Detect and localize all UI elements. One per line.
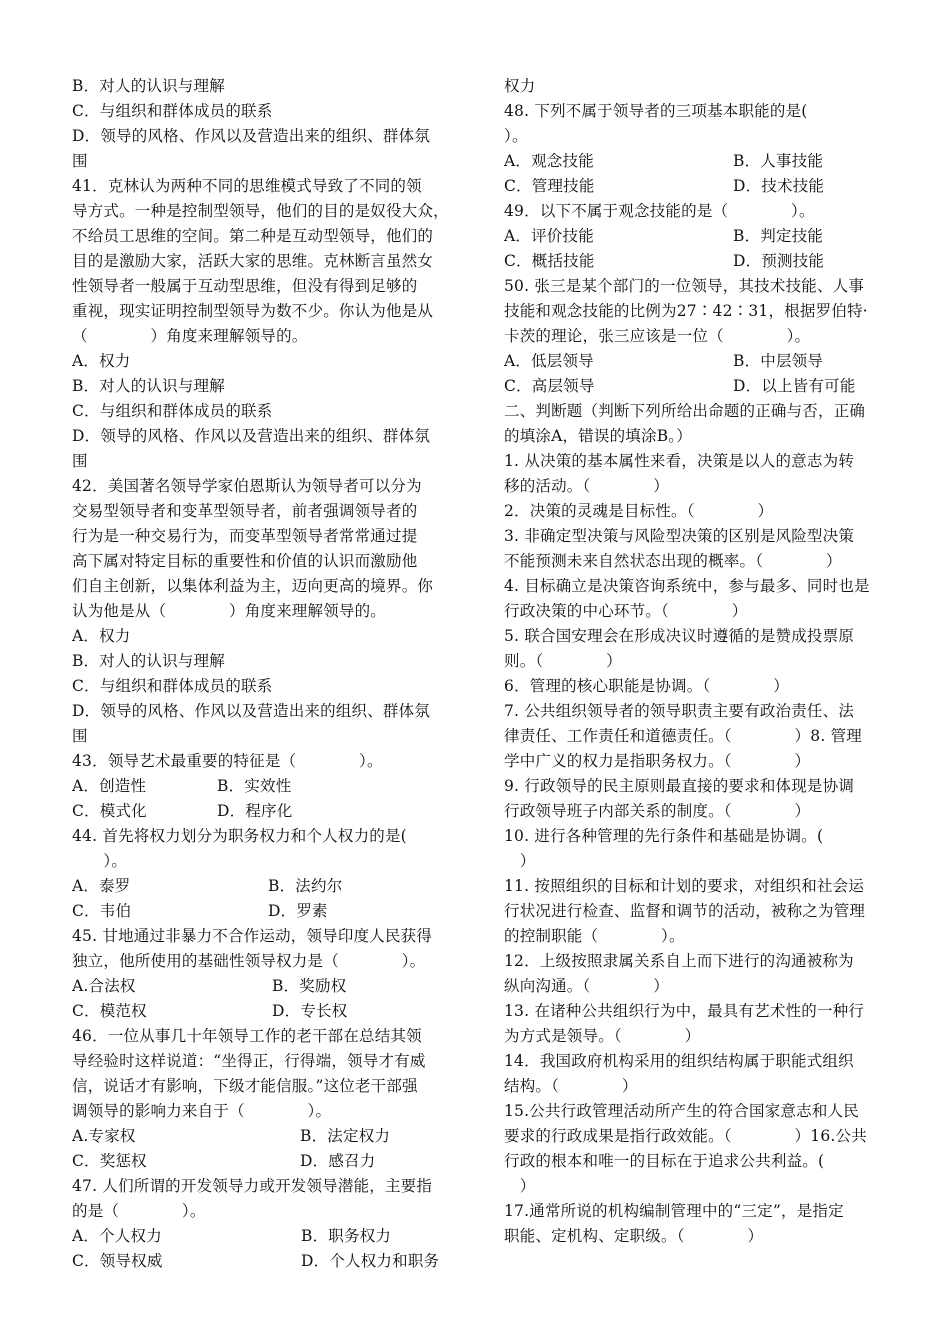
option-item: C．高层领导 xyxy=(504,377,595,395)
text-line: 不能预测未来自然状态出现的概率。（ ） xyxy=(504,552,842,570)
text-line: C．与组织和群体成员的联系 xyxy=(72,402,273,420)
question-line: 的是（ ）。 xyxy=(72,1202,206,1220)
text-line: 15.公共行政管理活动所产生的符合国家意志和人民 xyxy=(504,1102,859,1120)
option-item: B．中层领导 xyxy=(733,352,824,370)
text-line: 不给员工思维的空间。第二种是互动型领导，他们的 xyxy=(72,227,434,245)
right-column xyxy=(504,74,880,1249)
text-line: 行政决策的中心环节。（ ） xyxy=(504,602,748,620)
question-line: ）。 xyxy=(72,852,128,870)
text-line: 43．领导艺术最重要的特征是（ ）。 xyxy=(72,752,383,770)
left-column xyxy=(72,74,456,1274)
option-row xyxy=(72,899,456,924)
option-item: C．模式化 xyxy=(72,802,147,820)
option-item: D．罗素 xyxy=(268,902,328,920)
option-item: C．管理技能 xyxy=(504,177,595,195)
text-line: 行为是一种交易行为，而变革型领导者常常通过提 xyxy=(72,527,418,545)
option-row xyxy=(72,974,456,999)
option-item: D．专长权 xyxy=(272,1002,348,1020)
text-line: 们自主创新，以集体利益为主，迈向更高的境界。你 xyxy=(72,577,434,595)
option-row xyxy=(72,799,456,824)
option-item: D．个人权力和职务 xyxy=(301,1252,440,1270)
text-line: 导方式。一种是控制型领导，他们的目的是奴役大众， xyxy=(72,202,449,220)
option-item: C．领导权威 xyxy=(72,1252,163,1270)
option-row xyxy=(504,249,880,274)
text-line: 行政领导班子内部关系的制度。（ ） xyxy=(504,802,811,820)
question-line: 卡茨的理论，张三应该是一位（ ）。 xyxy=(504,327,811,345)
option-item: B．职务权力 xyxy=(301,1227,392,1245)
text-line: 律责任、工作责任和道德责任。（ ）8. 管理 xyxy=(504,727,862,745)
question-line: 导经验时这样说道：“坐得正，行得端，领导才有威 xyxy=(72,1052,426,1070)
text-line: 10. 进行各种管理的先行条件和基础是协调。( xyxy=(504,827,824,845)
option-item: D．程序化 xyxy=(217,802,293,820)
option-item: B．法约尔 xyxy=(268,877,343,895)
option-item: A．泰罗 xyxy=(72,877,131,895)
question-line: 调领导的影响力来自于（ ）。 xyxy=(72,1102,332,1120)
text-line: 48. 下列不属于领导者的三项基本职能的是( xyxy=(504,102,808,120)
text-line: A．权力 xyxy=(72,352,131,370)
text-line: 1. 从决策的基本属性来看，决策是以人的意志为转 xyxy=(504,452,855,470)
text-line: 的填涂A，错误的填涂B。） xyxy=(504,427,692,445)
option-row xyxy=(504,174,880,199)
text-line: 行政的根本和唯一的目标在于追求公共利益。( xyxy=(504,1152,825,1170)
text-line: 6．管理的核心职能是协调。（ ） xyxy=(504,677,789,695)
text-line: 14．我国政府机构采用的组织结构属于职能式组织 xyxy=(504,1052,854,1070)
option-row xyxy=(72,1249,456,1274)
option-row xyxy=(72,999,456,1024)
text-line: 高下属对特定目标的重要性和价值的认识而激励他 xyxy=(72,552,418,570)
question-line: 49．以下不属于观念技能的是（ ）。 xyxy=(504,202,815,220)
option-row xyxy=(504,349,880,374)
option-item: A．观念技能 xyxy=(504,152,594,170)
option-item: B．奖励权 xyxy=(272,977,347,995)
option-item: A．创造性 xyxy=(72,777,147,795)
text-line: B．对人的认识与理解 xyxy=(72,77,225,95)
text-line: C．与组织和群体成员的联系 xyxy=(72,102,273,120)
text-line: 职能、定机构、定职级。（ ） xyxy=(504,1227,764,1245)
text-line: 3. 非确定型决策与风险型决策的区别是风险型决策 xyxy=(504,527,855,545)
question-line: 47. 人们所谓的开发领导力或开发领导潜能，主要指 xyxy=(72,1177,433,1195)
option-item: B．法定权力 xyxy=(300,1127,391,1145)
option-row xyxy=(72,1124,456,1149)
option-item: B．实效性 xyxy=(217,777,292,795)
option-row xyxy=(72,774,456,799)
text-line: 围 xyxy=(72,152,88,170)
text-line: 二、判断题（判断下列所给出命题的正确与否，正确 xyxy=(504,402,866,420)
text-line: 纵向沟通。（ ） xyxy=(504,977,669,995)
text-line: 41．克林认为两种不同的思维模式导致了不同的领 xyxy=(72,177,422,195)
text-line: 权力 xyxy=(504,77,536,95)
text-line: 要求的行政成果是指行政效能。（ ）16.公共 xyxy=(504,1127,867,1145)
option-item: A.合法权 xyxy=(72,977,136,995)
option-row xyxy=(504,224,880,249)
text-line: 性领导者一般属于互动型思维，但没有得到足够的 xyxy=(72,277,418,295)
text-line: B．对人的认识与理解 xyxy=(72,377,225,395)
text-line: 5. 联合国安理会在形成决议时遵循的是赞成投票原 xyxy=(504,627,855,645)
text-line: 17.通常所说的机构编制管理中的“三定”，是指定 xyxy=(504,1202,844,1220)
text-line: D．领导的风格、作风以及营造出来的组织、群体氛 xyxy=(72,427,431,445)
text-line: A．权力 xyxy=(72,627,131,645)
question-line: 44. 首先将权力划分为职务权力和个人权力的是( xyxy=(72,827,407,845)
text-line: 围 xyxy=(72,727,88,745)
text-line: 学中广义的权力是指职务权力。（ ） xyxy=(504,752,811,770)
text-line: ） xyxy=(504,852,536,870)
option-item: D．预测技能 xyxy=(733,252,825,270)
text-line: 2．决策的灵魂是目标性。（ ） xyxy=(504,502,774,520)
text-line: 9. 行政领导的民主原则最直接的要求和体现是协调 xyxy=(504,777,855,795)
question-line: 技能和观念技能的比例为27∶42∶31，根据罗伯特· xyxy=(504,302,868,320)
text-line: 13. 在诸种公共组织行为中，最具有艺术性的一种行 xyxy=(504,1002,865,1020)
text-line: B．对人的认识与理解 xyxy=(72,652,225,670)
option-item: A．个人权力 xyxy=(72,1227,162,1245)
text-line: ）。 xyxy=(504,127,528,145)
option-item: A．评价技能 xyxy=(504,227,594,245)
text-line: 移的活动。（ ） xyxy=(504,477,669,495)
text-line: 重视，现实证明控制型领导为数不少。你认为他是从 xyxy=(72,302,434,320)
question-line: 45. 甘地通过非暴力不合作运动，领导印度人民获得 xyxy=(72,927,433,945)
text-line: ） xyxy=(504,1177,536,1195)
option-item: D．感召力 xyxy=(300,1152,376,1170)
text-line: 的控制职能（ ）。 xyxy=(504,927,685,945)
text-line: 交易型领导者和变革型领导者，前者强调领导者的 xyxy=(72,502,418,520)
text-line: 结构。（ ） xyxy=(504,1077,638,1095)
question-line: 独立，他所使用的基础性领导权力是（ ）。 xyxy=(72,952,426,970)
text-line: 行状况进行检查、监督和调节的活动，被称之为管理 xyxy=(504,902,866,920)
option-item: D．技术技能 xyxy=(733,177,825,195)
text-line: 42．美国著名领导学家伯恩斯认为领导者可以分为 xyxy=(72,477,422,495)
text-line: D．领导的风格、作风以及营造出来的组织、群体氛 xyxy=(72,702,431,720)
text-line: 7. 公共组织领导者的领导职责主要有政治责任、法 xyxy=(504,702,855,720)
text-line: 则。（ ） xyxy=(504,652,622,670)
option-item: B．人事技能 xyxy=(733,152,824,170)
text-line: 4. 目标确立是决策咨询系统中，参与最多、同时也是 xyxy=(504,577,870,595)
text-line: D．领导的风格、作风以及营造出来的组织、群体氛 xyxy=(72,127,431,145)
text-line: 11. 按照组织的目标和计划的要求，对组织和社会运 xyxy=(504,877,865,895)
option-row xyxy=(72,1224,456,1249)
question-line: 50. 张三是某个部门的一位领导，其技术技能、人事 xyxy=(504,277,865,295)
option-item: C．奖惩权 xyxy=(72,1152,147,1170)
text-line: C．与组织和群体成员的联系 xyxy=(72,677,273,695)
question-line: 信，说话才有影响，下级才能信服。”这位老干部强 xyxy=(72,1077,418,1095)
option-item: C．模范权 xyxy=(72,1002,147,1020)
text-line: 12．上级按照隶属关系自上而下进行的沟通被称为 xyxy=(504,952,854,970)
option-item: A．低层领导 xyxy=(504,352,594,370)
option-row xyxy=(504,374,880,399)
option-item: D．以上皆有可能 xyxy=(733,377,856,395)
text-line: 为方式是领导。（ ） xyxy=(504,1027,701,1045)
option-row xyxy=(72,1149,456,1174)
option-row xyxy=(72,874,456,899)
text-line: 围 xyxy=(72,452,88,470)
option-item: B．判定技能 xyxy=(733,227,824,245)
text-line: 认为他是从（ ）角度来理解领导的。 xyxy=(72,602,387,620)
option-row xyxy=(504,149,880,174)
text-line: （ ）角度来理解领导的。 xyxy=(72,327,308,345)
option-item: C．概括技能 xyxy=(504,252,595,270)
option-item: A.专家权 xyxy=(72,1127,136,1145)
option-item: C．韦伯 xyxy=(72,902,132,920)
question-line: 46．一位从事几十年领导工作的老干部在总结其领 xyxy=(72,1027,422,1045)
text-line: 目的是激励大家，活跃大家的思维。克林断言虽然女 xyxy=(72,252,434,270)
